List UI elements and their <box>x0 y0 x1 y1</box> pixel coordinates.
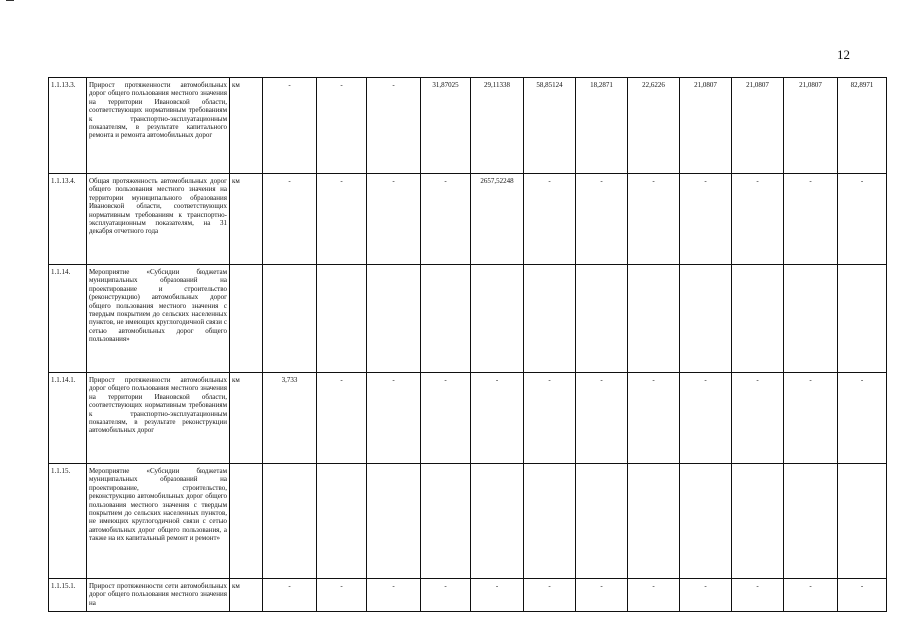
row-value <box>524 265 576 373</box>
row-value <box>628 464 680 579</box>
row-value: - <box>680 579 732 612</box>
row-value: - <box>628 174 680 265</box>
row-value: - <box>680 373 732 464</box>
row-value: - <box>421 174 471 265</box>
row-description: Мероприятие «Субсидии бюджетам муниципальных образований на проектирование, строительство, реконструкцию автомобильных дорог общего пользования местного значения с твердым покрытием до сельских населенных пунктов, не имеющих круглогодичной связи с сетью автомобильных дорог общего пользования, а также на их капитальный ремонт и ремонт» <box>87 464 230 579</box>
row-unit <box>230 464 263 579</box>
row-value <box>576 265 628 373</box>
row-value <box>628 265 680 373</box>
row-value <box>367 464 421 579</box>
row-value: - <box>524 174 576 265</box>
row-unit: км <box>230 78 263 174</box>
row-value <box>524 464 576 579</box>
row-value: - <box>576 579 628 612</box>
row-code: 1.1.13.4. <box>49 174 87 265</box>
row-value <box>367 265 421 373</box>
row-value: - <box>421 579 471 612</box>
row-value <box>471 464 524 579</box>
row-value: - <box>367 373 421 464</box>
row-description: Общая протяженность автомобильных дорог общего пользования местного значения на территории муниципального образования Ивановской области, соответствующих нормативным требованиям к транспортно-эксплуатационным показателям, на 31 декабря отчетного года <box>87 174 230 265</box>
row-value <box>421 265 471 373</box>
row-value: 21,0807 <box>680 78 732 174</box>
row-value <box>838 464 887 579</box>
row-value: 29,11338 <box>471 78 524 174</box>
row-description: Прирост протяженности автомобильных дорог общего пользования местного значения на территории Ивановской области, соответствующих нормативным требованиям к транспортно-эксплуатационным показателям, в результате реконструкции автомобильных дорог <box>87 373 230 464</box>
row-value: - <box>524 373 576 464</box>
row-unit: км <box>230 579 263 612</box>
row-code: 1.1.14.1. <box>49 373 87 464</box>
row-value: 21,0807 <box>784 78 838 174</box>
row-value: - <box>628 373 680 464</box>
row-value <box>317 265 367 373</box>
row-value: - <box>263 579 317 612</box>
row-value <box>471 265 524 373</box>
row-value: - <box>680 174 732 265</box>
row-unit: км <box>230 373 263 464</box>
row-value: - <box>317 78 367 174</box>
row-value: - <box>317 579 367 612</box>
row-value: - <box>471 579 524 612</box>
row-value: - <box>317 373 367 464</box>
row-value <box>680 265 732 373</box>
row-value <box>576 464 628 579</box>
row-value <box>317 464 367 579</box>
row-value <box>263 265 317 373</box>
row-value: - <box>367 579 421 612</box>
row-description: Прирост протяженности сети автомобильных дорог общего пользования местного значения на <box>87 579 230 612</box>
row-value: - <box>263 174 317 265</box>
row-value: 21,0807 <box>732 78 784 174</box>
row-code: 1.1.13.3. <box>49 78 87 174</box>
row-value <box>421 464 471 579</box>
row-code: 1.1.15. <box>49 464 87 579</box>
row-description: Мероприятие «Субсидии бюджетам муниципальных образований на проектирование и строительство (реконструкцию) автомобильных дорог общего пользования местного значения с твердым покрытием до сельских населенных пунктов, не имеющих круглогодичной связи с сетью автомобильных дорог общего пользования» <box>87 265 230 373</box>
page-number: 12 <box>837 47 850 62</box>
row-value: 58,85124 <box>524 78 576 174</box>
row-description: Прирост протяженности автомобильных дорог общего пользования местного значения на территории Ивановской области, соответствующих нормативным требованиям к транспортно-эксплуатационным показателям, в результате капитального ремонта и ремонта автомобильных дорог <box>87 78 230 174</box>
row-value: - <box>732 174 784 265</box>
row-value: - <box>784 373 838 464</box>
row-value: 18,2871 <box>576 78 628 174</box>
row-value: - <box>576 174 628 265</box>
row-code: 1.1.15.1. <box>49 579 87 612</box>
row-value: - <box>263 78 317 174</box>
row-value: 22,6226 <box>628 78 680 174</box>
row-value: - <box>576 373 628 464</box>
table-row <box>49 464 887 579</box>
row-value <box>732 464 784 579</box>
row-value: - <box>784 174 838 265</box>
row-value: - <box>784 579 838 612</box>
corner-mark <box>6 0 14 1</box>
row-value: - <box>838 174 887 265</box>
row-value <box>784 265 838 373</box>
row-value: - <box>628 579 680 612</box>
row-value: 82,8971 <box>838 78 887 174</box>
row-value: 2657,52248 <box>471 174 524 265</box>
row-value <box>263 464 317 579</box>
row-value: - <box>367 174 421 265</box>
row-value <box>838 265 887 373</box>
row-unit: км <box>230 174 263 265</box>
row-value: - <box>421 373 471 464</box>
table-row <box>49 265 887 373</box>
row-value <box>680 464 732 579</box>
indicators-table <box>48 77 887 612</box>
row-code: 1.1.14. <box>49 265 87 373</box>
row-value: - <box>838 579 887 612</box>
row-value: - <box>471 373 524 464</box>
row-value: - <box>838 373 887 464</box>
row-value <box>784 464 838 579</box>
row-value: - <box>317 174 367 265</box>
row-value: - <box>732 373 784 464</box>
row-value: 31,87025 <box>421 78 471 174</box>
row-value: - <box>524 579 576 612</box>
table-row <box>49 78 887 174</box>
row-value: 3,733 <box>263 373 317 464</box>
row-value: - <box>367 78 421 174</box>
row-value <box>732 265 784 373</box>
table-row <box>49 373 887 464</box>
table-row <box>49 174 887 265</box>
table-row <box>49 579 887 612</box>
row-unit <box>230 265 263 373</box>
row-value: - <box>732 579 784 612</box>
